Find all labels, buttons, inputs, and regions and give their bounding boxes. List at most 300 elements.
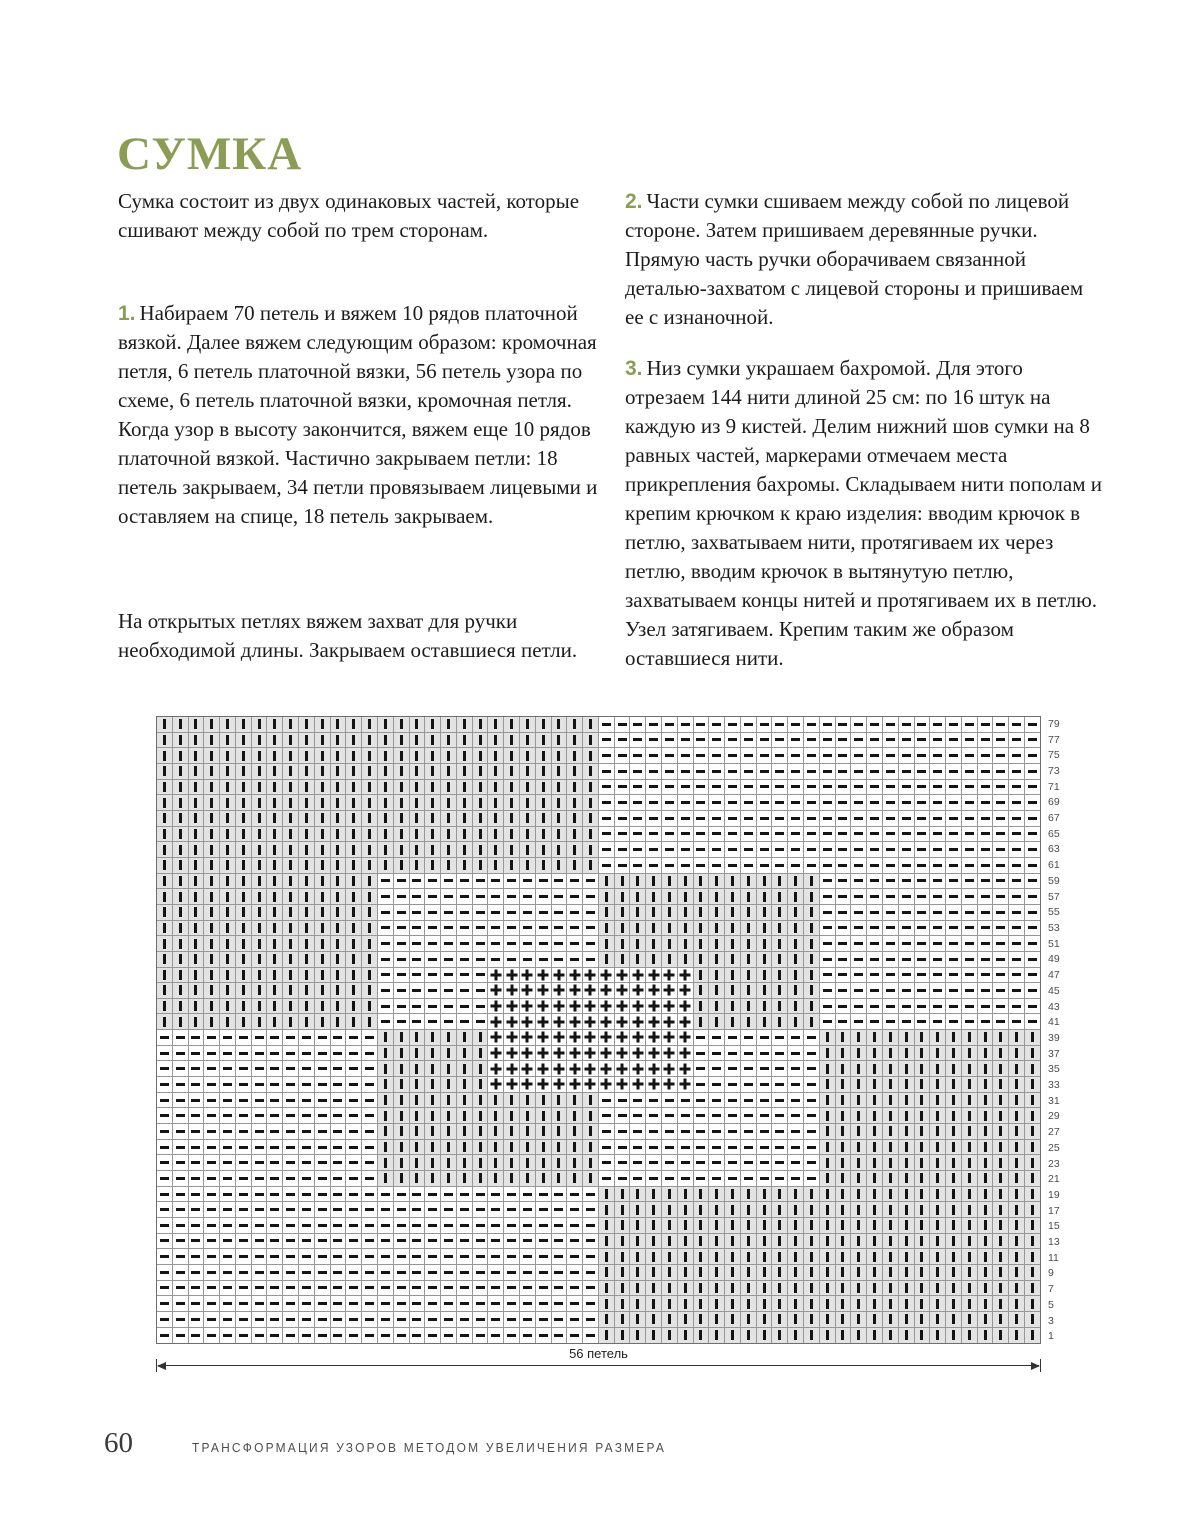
purl-stitch-cell — [709, 842, 725, 858]
purl-stitch-cell — [504, 874, 520, 890]
purl-stitch-cell — [788, 1140, 804, 1156]
knit-stitch-cell — [978, 1249, 994, 1265]
purl-stitch-cell — [678, 733, 694, 749]
cross-stitch-cell — [662, 999, 678, 1015]
knit-stitch-cell — [315, 764, 331, 780]
purl-stitch-cell — [867, 952, 883, 968]
knit-stitch-cell — [1025, 1265, 1040, 1281]
purl-stitch-cell — [867, 921, 883, 937]
purl-stitch-cell — [331, 1140, 347, 1156]
knit-stitch-cell — [362, 905, 378, 921]
knit-stitch-cell — [694, 1296, 710, 1312]
purl-stitch-cell — [993, 780, 1009, 796]
knit-stitch-cell — [220, 1014, 236, 1030]
knit-stitch-cell — [346, 780, 362, 796]
purl-stitch-cell — [851, 968, 867, 984]
knit-stitch-cell — [425, 1077, 441, 1093]
purl-stitch-cell — [567, 874, 583, 890]
knit-stitch-cell — [978, 1234, 994, 1250]
knit-stitch-cell — [567, 1171, 583, 1187]
purl-stitch-cell — [220, 1249, 236, 1265]
knit-stitch-cell — [820, 1249, 836, 1265]
purl-stitch-cell — [504, 1187, 520, 1203]
purl-stitch-cell — [473, 905, 489, 921]
purl-stitch-cell — [583, 889, 599, 905]
knit-stitch-cell — [425, 1108, 441, 1124]
knit-stitch-cell — [851, 1046, 867, 1062]
purl-stitch-cell — [946, 827, 962, 843]
knit-stitch-cell — [788, 983, 804, 999]
knit-stitch-cell — [694, 1249, 710, 1265]
knit-stitch-cell — [583, 1124, 599, 1140]
knit-stitch-cell — [899, 1281, 915, 1297]
purl-stitch-cell — [630, 1108, 646, 1124]
knit-stitch-cell — [283, 858, 299, 874]
cross-stitch-cell — [567, 1030, 583, 1046]
purl-stitch-cell — [993, 983, 1009, 999]
purl-stitch-cell — [583, 905, 599, 921]
purl-stitch-cell — [220, 1202, 236, 1218]
chart-row — [157, 1296, 1040, 1312]
knit-stitch-cell — [1025, 1234, 1040, 1250]
knit-stitch-cell — [299, 795, 315, 811]
purl-stitch-cell — [204, 1077, 220, 1093]
chart-row — [157, 858, 1040, 874]
cross-stitch-cell — [567, 1014, 583, 1030]
knit-stitch-cell — [820, 1124, 836, 1140]
knit-stitch-cell — [899, 1155, 915, 1171]
purl-stitch-cell — [473, 1187, 489, 1203]
knit-stitch-cell — [694, 952, 710, 968]
purl-stitch-cell — [725, 827, 741, 843]
purl-stitch-cell — [410, 1249, 426, 1265]
knit-stitch-cell — [346, 1014, 362, 1030]
purl-stitch-cell — [378, 1296, 394, 1312]
purl-stitch-cell — [820, 717, 836, 733]
knit-stitch-cell — [899, 1061, 915, 1077]
knit-stitch-cell — [567, 1140, 583, 1156]
purl-stitch-cell — [220, 1281, 236, 1297]
knit-stitch-cell — [346, 842, 362, 858]
purl-stitch-cell — [378, 1218, 394, 1234]
knit-stitch-cell — [741, 936, 757, 952]
knit-stitch-cell — [804, 1234, 820, 1250]
purl-stitch-cell — [236, 1312, 252, 1328]
purl-stitch-cell — [804, 1124, 820, 1140]
purl-stitch-cell — [615, 1140, 631, 1156]
chart-row — [157, 1265, 1040, 1281]
knit-stitch-cell — [189, 811, 205, 827]
purl-stitch-cell — [267, 1249, 283, 1265]
knit-stitch-cell — [552, 717, 568, 733]
knit-stitch-cell — [741, 874, 757, 890]
knit-stitch-cell — [583, 1108, 599, 1124]
purl-stitch-cell — [236, 1249, 252, 1265]
knit-stitch-cell — [394, 1061, 410, 1077]
knit-stitch-cell — [267, 905, 283, 921]
knit-stitch-cell — [978, 1046, 994, 1062]
cross-stitch-cell — [504, 1030, 520, 1046]
purl-stitch-cell — [851, 717, 867, 733]
purl-stitch-cell — [236, 1171, 252, 1187]
purl-stitch-cell — [331, 1124, 347, 1140]
purl-stitch-cell — [915, 889, 931, 905]
purl-stitch-cell — [630, 717, 646, 733]
knit-stitch-cell — [410, 858, 426, 874]
knit-stitch-cell — [820, 1202, 836, 1218]
knit-stitch-cell — [630, 936, 646, 952]
purl-stitch-cell — [804, 780, 820, 796]
purl-stitch-cell — [157, 1202, 173, 1218]
purl-stitch-cell — [836, 733, 852, 749]
purl-stitch-cell — [331, 1265, 347, 1281]
knit-stitch-cell — [915, 1093, 931, 1109]
knit-stitch-cell — [378, 1108, 394, 1124]
purl-stitch-cell — [173, 1202, 189, 1218]
knit-stitch-cell — [299, 874, 315, 890]
purl-stitch-cell — [504, 921, 520, 937]
purl-stitch-cell — [978, 733, 994, 749]
knit-stitch-cell — [410, 1155, 426, 1171]
purl-stitch-cell — [189, 1124, 205, 1140]
purl-stitch-cell — [157, 1312, 173, 1328]
purl-stitch-cell — [552, 874, 568, 890]
purl-stitch-cell — [930, 1014, 946, 1030]
purl-stitch-cell — [299, 1202, 315, 1218]
knit-stitch-cell — [473, 842, 489, 858]
cross-stitch-cell — [646, 1030, 662, 1046]
knit-stitch-cell — [662, 905, 678, 921]
purl-stitch-cell — [662, 1155, 678, 1171]
purl-stitch-cell — [1009, 733, 1025, 749]
purl-stitch-cell — [978, 936, 994, 952]
chart-row-number: 19 — [1048, 1188, 1060, 1201]
purl-stitch-cell — [441, 936, 457, 952]
knit-stitch-cell — [993, 1140, 1009, 1156]
purl-stitch-cell — [567, 1234, 583, 1250]
purl-stitch-cell — [457, 874, 473, 890]
purl-stitch-cell — [678, 717, 694, 733]
knit-stitch-cell — [709, 983, 725, 999]
knit-stitch-cell — [457, 827, 473, 843]
knit-stitch-cell — [741, 1265, 757, 1281]
purl-stitch-cell — [820, 1014, 836, 1030]
knit-stitch-cell — [678, 1281, 694, 1297]
purl-stitch-cell — [883, 983, 899, 999]
chart-row-number: 67 — [1048, 812, 1060, 825]
knit-stitch-cell — [315, 795, 331, 811]
purl-stitch-cell — [252, 1187, 268, 1203]
knit-stitch-cell — [1025, 1061, 1040, 1077]
knit-stitch-cell — [694, 1202, 710, 1218]
knit-stitch-cell — [173, 827, 189, 843]
knit-stitch-cell — [978, 1218, 994, 1234]
knit-stitch-cell — [630, 905, 646, 921]
knit-stitch-cell — [410, 811, 426, 827]
knit-stitch-cell — [173, 842, 189, 858]
knit-stitch-cell — [804, 968, 820, 984]
knit-stitch-cell — [520, 733, 536, 749]
purl-stitch-cell — [883, 905, 899, 921]
knit-stitch-cell — [488, 858, 504, 874]
knit-stitch-cell — [267, 764, 283, 780]
knit-stitch-cell — [851, 1218, 867, 1234]
purl-stitch-cell — [299, 1328, 315, 1344]
purl-stitch-cell — [252, 1093, 268, 1109]
cross-stitch-cell — [552, 1014, 568, 1030]
knit-stitch-cell — [410, 1061, 426, 1077]
knit-stitch-cell — [851, 1155, 867, 1171]
purl-stitch-cell — [599, 795, 615, 811]
purl-stitch-cell — [615, 858, 631, 874]
knit-stitch-cell — [457, 717, 473, 733]
knit-stitch-cell — [867, 1202, 883, 1218]
knit-stitch-cell — [315, 936, 331, 952]
knit-stitch-cell — [646, 1202, 662, 1218]
purl-stitch-cell — [915, 905, 931, 921]
chart-row — [157, 983, 1040, 999]
knit-stitch-cell — [536, 811, 552, 827]
purl-stitch-cell — [457, 1202, 473, 1218]
purl-stitch-cell — [804, 795, 820, 811]
knit-stitch-cell — [646, 1328, 662, 1344]
purl-stitch-cell — [267, 1077, 283, 1093]
chart-row-number: 9 — [1048, 1267, 1054, 1280]
knit-stitch-cell — [788, 1296, 804, 1312]
knit-stitch-cell — [441, 827, 457, 843]
purl-stitch-cell — [615, 1155, 631, 1171]
knit-stitch-cell — [993, 1218, 1009, 1234]
purl-stitch-cell — [820, 968, 836, 984]
cross-stitch-cell — [615, 983, 631, 999]
knit-stitch-cell — [930, 1328, 946, 1344]
knit-stitch-cell — [630, 1187, 646, 1203]
purl-stitch-cell — [646, 1171, 662, 1187]
purl-stitch-cell — [867, 874, 883, 890]
knit-stitch-cell — [804, 952, 820, 968]
purl-stitch-cell — [394, 1296, 410, 1312]
purl-stitch-cell — [378, 905, 394, 921]
purl-stitch-cell — [504, 905, 520, 921]
knit-stitch-cell — [220, 983, 236, 999]
purl-stitch-cell — [1009, 858, 1025, 874]
purl-stitch-cell — [331, 1030, 347, 1046]
knit-stitch-cell — [694, 1312, 710, 1328]
knit-stitch-cell — [267, 889, 283, 905]
purl-stitch-cell — [315, 1046, 331, 1062]
purl-stitch-cell — [694, 1155, 710, 1171]
purl-stitch-cell — [173, 1061, 189, 1077]
knit-stitch-cell — [252, 733, 268, 749]
purl-stitch-cell — [552, 1202, 568, 1218]
knit-stitch-cell — [283, 717, 299, 733]
chart-row — [157, 1187, 1040, 1203]
purl-stitch-cell — [757, 748, 773, 764]
knit-stitch-cell — [757, 1281, 773, 1297]
knit-stitch-cell — [536, 780, 552, 796]
knit-stitch-cell — [331, 952, 347, 968]
purl-stitch-cell — [378, 952, 394, 968]
purl-stitch-cell — [630, 780, 646, 796]
purl-stitch-cell — [283, 1328, 299, 1344]
knit-stitch-cell — [378, 811, 394, 827]
purl-stitch-cell — [867, 936, 883, 952]
knit-stitch-cell — [709, 1202, 725, 1218]
purl-stitch-cell — [267, 1171, 283, 1187]
knit-stitch-cell — [883, 1218, 899, 1234]
purl-stitch-cell — [425, 905, 441, 921]
knit-stitch-cell — [346, 827, 362, 843]
purl-stitch-cell — [252, 1202, 268, 1218]
knit-stitch-cell — [599, 1312, 615, 1328]
knit-stitch-cell — [583, 842, 599, 858]
purl-stitch-cell — [725, 1030, 741, 1046]
purl-stitch-cell — [709, 1030, 725, 1046]
purl-stitch-cell — [772, 827, 788, 843]
knit-stitch-cell — [741, 1296, 757, 1312]
purl-stitch-cell — [993, 827, 1009, 843]
knit-stitch-cell — [457, 764, 473, 780]
knit-stitch-cell — [267, 921, 283, 937]
knit-stitch-cell — [662, 1234, 678, 1250]
knit-stitch-cell — [899, 1265, 915, 1281]
purl-stitch-cell — [299, 1281, 315, 1297]
purl-stitch-cell — [1025, 717, 1040, 733]
knit-stitch-cell — [504, 780, 520, 796]
knit-stitch-cell — [315, 842, 331, 858]
purl-stitch-cell — [378, 1312, 394, 1328]
knit-stitch-cell — [267, 795, 283, 811]
purl-stitch-cell — [978, 999, 994, 1015]
purl-stitch-cell — [662, 1108, 678, 1124]
purl-stitch-cell — [978, 874, 994, 890]
purl-stitch-cell — [394, 905, 410, 921]
knit-stitch-cell — [189, 936, 205, 952]
knit-stitch-cell — [1025, 1328, 1040, 1344]
knit-stitch-cell — [378, 1061, 394, 1077]
knit-stitch-cell — [299, 905, 315, 921]
purl-stitch-cell — [520, 1234, 536, 1250]
purl-stitch-cell — [457, 1187, 473, 1203]
knit-stitch-cell — [662, 921, 678, 937]
purl-stitch-cell — [236, 1328, 252, 1344]
purl-stitch-cell — [694, 795, 710, 811]
purl-stitch-cell — [1009, 889, 1025, 905]
knit-stitch-cell — [915, 1140, 931, 1156]
knit-stitch-cell — [267, 733, 283, 749]
purl-stitch-cell — [331, 1218, 347, 1234]
knit-stitch-cell — [583, 1140, 599, 1156]
chart-row — [157, 936, 1040, 952]
knit-stitch-cell — [788, 1312, 804, 1328]
purl-stitch-cell — [204, 1171, 220, 1187]
purl-stitch-cell — [252, 1296, 268, 1312]
knit-stitch-cell — [394, 1030, 410, 1046]
knit-stitch-cell — [694, 1234, 710, 1250]
purl-stitch-cell — [299, 1171, 315, 1187]
knit-stitch-cell — [946, 1077, 962, 1093]
chart-row-number: 45 — [1048, 984, 1060, 997]
purl-stitch-cell — [820, 795, 836, 811]
knit-stitch-cell — [410, 1140, 426, 1156]
knit-stitch-cell — [772, 889, 788, 905]
knit-stitch-cell — [473, 795, 489, 811]
cross-stitch-cell — [599, 999, 615, 1015]
chart-row — [157, 921, 1040, 937]
knit-stitch-cell — [993, 1093, 1009, 1109]
cross-stitch-cell — [630, 999, 646, 1015]
purl-stitch-cell — [520, 1202, 536, 1218]
knit-stitch-cell — [772, 1234, 788, 1250]
purl-stitch-cell — [599, 748, 615, 764]
knit-stitch-cell — [725, 1281, 741, 1297]
knit-stitch-cell — [473, 1171, 489, 1187]
knit-stitch-cell — [993, 1265, 1009, 1281]
purl-stitch-cell — [189, 1265, 205, 1281]
knit-stitch-cell — [725, 1249, 741, 1265]
purl-stitch-cell — [930, 764, 946, 780]
purl-stitch-cell — [899, 842, 915, 858]
purl-stitch-cell — [836, 748, 852, 764]
knit-stitch-cell — [946, 1124, 962, 1140]
knit-stitch-cell — [757, 874, 773, 890]
knit-stitch-cell — [299, 717, 315, 733]
knit-stitch-cell — [283, 842, 299, 858]
purl-stitch-cell — [599, 1140, 615, 1156]
knitting-chart-area — [156, 716, 1060, 1344]
knit-stitch-cell — [962, 1249, 978, 1265]
purl-stitch-cell — [662, 811, 678, 827]
purl-stitch-cell — [410, 952, 426, 968]
knit-stitch-cell — [473, 1108, 489, 1124]
knit-stitch-cell — [252, 889, 268, 905]
chart-row-number: 13 — [1048, 1236, 1060, 1249]
knit-stitch-cell — [962, 1124, 978, 1140]
purl-stitch-cell — [220, 1187, 236, 1203]
knit-stitch-cell — [1025, 1077, 1040, 1093]
knit-stitch-cell — [504, 717, 520, 733]
knit-stitch-cell — [441, 1030, 457, 1046]
purl-stitch-cell — [441, 1265, 457, 1281]
purl-stitch-cell — [1009, 811, 1025, 827]
purl-stitch-cell — [804, 1140, 820, 1156]
purl-stitch-cell — [394, 1218, 410, 1234]
knit-stitch-cell — [457, 780, 473, 796]
knit-stitch-cell — [883, 1296, 899, 1312]
knit-stitch-cell — [315, 1014, 331, 1030]
purl-stitch-cell — [883, 811, 899, 827]
knit-stitch-cell — [757, 1328, 773, 1344]
knit-stitch-cell — [441, 1046, 457, 1062]
purl-stitch-cell — [425, 1296, 441, 1312]
chart-row-number: 51 — [1048, 937, 1060, 950]
purl-stitch-cell — [252, 1312, 268, 1328]
purl-stitch-cell — [678, 842, 694, 858]
knit-stitch-cell — [1025, 1281, 1040, 1297]
knit-stitch-cell — [204, 1014, 220, 1030]
purl-stitch-cell — [978, 968, 994, 984]
knit-stitch-cell — [867, 1265, 883, 1281]
purl-stitch-cell — [236, 1296, 252, 1312]
knit-stitch-cell — [425, 748, 441, 764]
purl-stitch-cell — [836, 811, 852, 827]
knit-stitch-cell — [915, 1234, 931, 1250]
knit-stitch-cell — [630, 1296, 646, 1312]
cross-stitch-cell — [599, 1030, 615, 1046]
knit-stitch-cell — [267, 952, 283, 968]
purl-stitch-cell — [804, 1077, 820, 1093]
purl-stitch-cell — [836, 827, 852, 843]
